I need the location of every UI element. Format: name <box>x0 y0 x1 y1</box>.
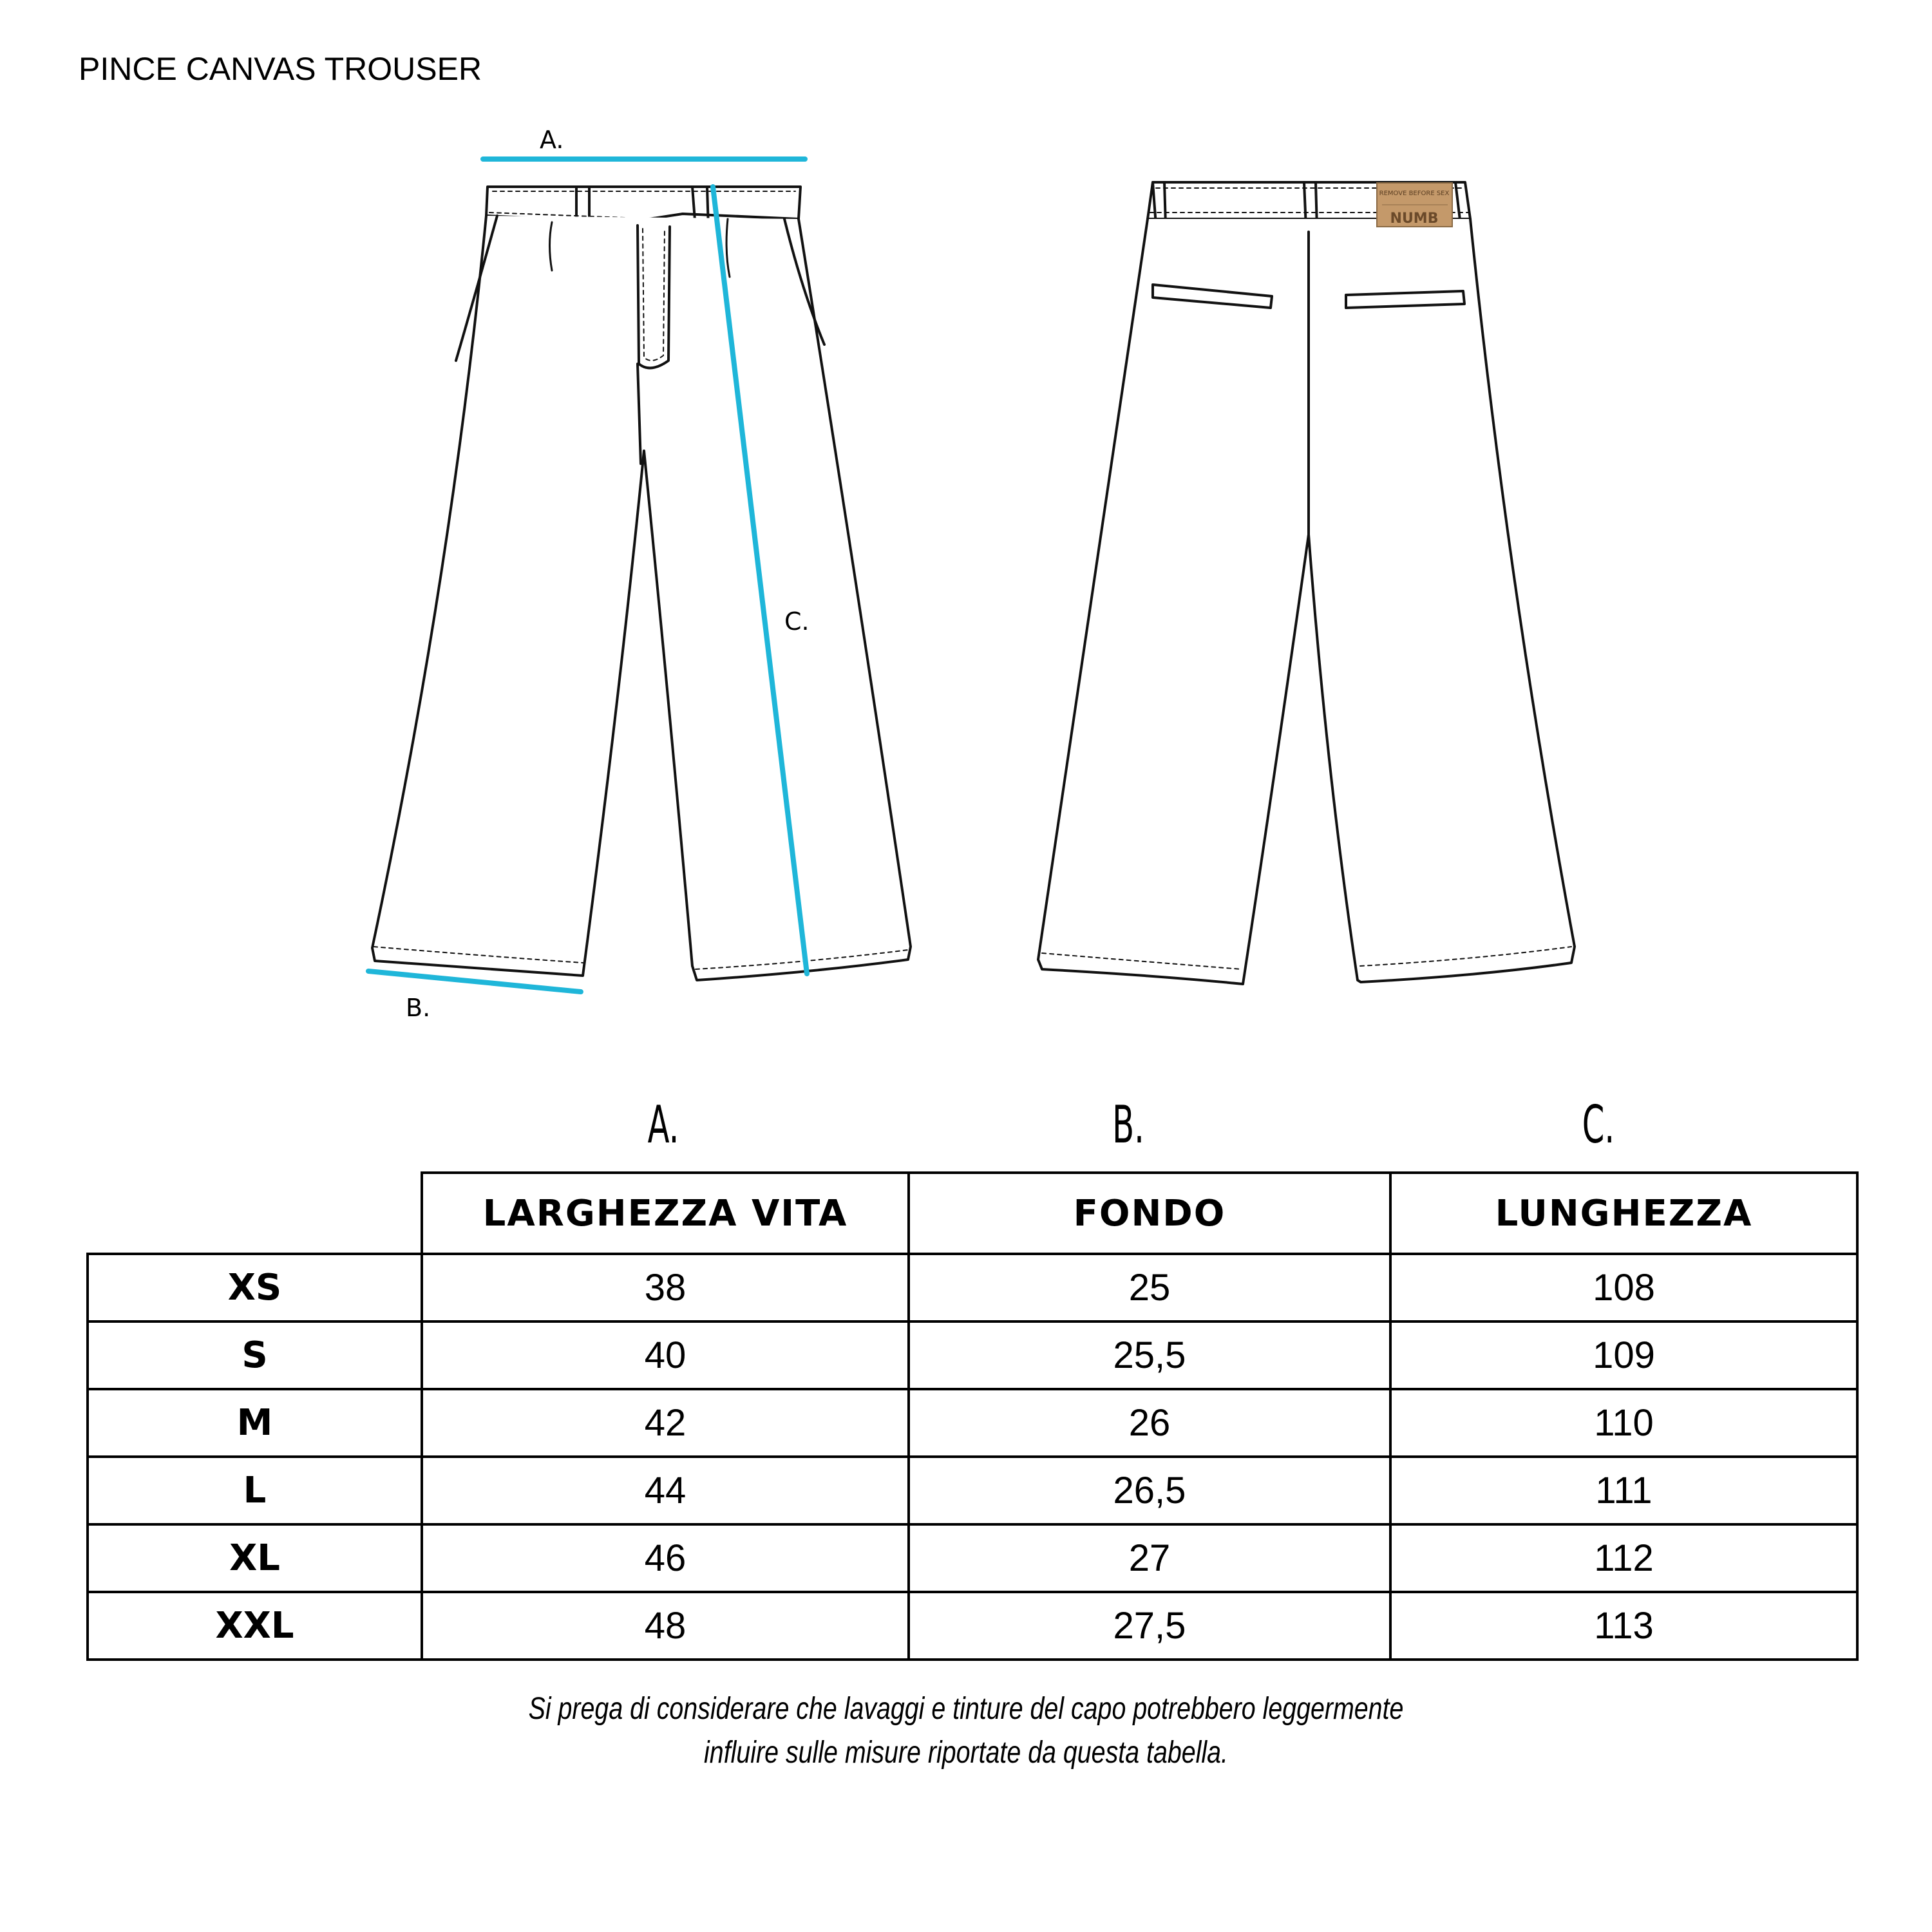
lunghezza-cell: 113 <box>1390 1592 1857 1660</box>
size-cell: XXL <box>88 1592 422 1660</box>
fondo-cell: 26,5 <box>909 1457 1390 1524</box>
page-title: PINCE CANVAS TROUSER <box>79 51 482 87</box>
care-note <box>174 1687 1758 1775</box>
care-note-line-1: Si prega di considerare che lavaggi e tinture del capo potrebbero leggermente <box>528 1692 1404 1726</box>
larghezza-vita-cell: 38 <box>422 1254 909 1321</box>
size-cell: XL <box>88 1524 422 1592</box>
header-lunghezza: LUNGHEZZA <box>1390 1173 1857 1254</box>
care-note-line-2: influire sulle misure riportate da questa tabella. <box>704 1736 1228 1770</box>
table-row <box>88 1592 1857 1660</box>
larghezza-vita-cell: 42 <box>422 1389 909 1457</box>
header-blank-cell <box>88 1173 422 1254</box>
svg-text:REMOVE BEFORE SEX: REMOVE BEFORE SEX <box>1379 190 1450 197</box>
column-letter-a: A. <box>647 1095 679 1155</box>
lunghezza-cell: 108 <box>1390 1254 1857 1321</box>
larghezza-vita-cell: 48 <box>422 1592 909 1660</box>
fondo-cell: 25 <box>909 1254 1390 1321</box>
column-letter-c: C. <box>1582 1095 1615 1155</box>
lunghezza-cell: 110 <box>1390 1389 1857 1457</box>
back-view-drawing <box>1038 182 1575 984</box>
fondo-cell: 25,5 <box>909 1321 1390 1389</box>
size-cell: L <box>88 1457 422 1524</box>
lunghezza-cell: 109 <box>1390 1321 1857 1389</box>
size-table <box>86 1171 1859 1661</box>
size-cell: XS <box>88 1254 422 1321</box>
larghezza-vita-cell: 46 <box>422 1524 909 1592</box>
table-header-row <box>88 1173 1857 1254</box>
size-cell: S <box>88 1321 422 1389</box>
size-cell: M <box>88 1389 422 1457</box>
header-fondo: FONDO <box>909 1173 1390 1254</box>
fondo-cell: 27 <box>909 1524 1390 1592</box>
fondo-cell: 27,5 <box>909 1592 1390 1660</box>
table-row <box>88 1321 1857 1389</box>
brand-tag <box>1377 183 1452 227</box>
label-a: A. <box>540 126 564 154</box>
larghezza-vita-cell: 44 <box>422 1457 909 1524</box>
front-view-drawing <box>372 187 911 980</box>
lunghezza-cell: 112 <box>1390 1524 1857 1592</box>
label-b: B. <box>406 994 431 1022</box>
table-row <box>88 1524 1857 1592</box>
tag-brand-text: NUMB <box>1390 211 1439 227</box>
table-row <box>88 1254 1857 1321</box>
column-letter-b: B. <box>1112 1095 1144 1155</box>
lunghezza-cell: 111 <box>1390 1457 1857 1524</box>
larghezza-vita-cell: 40 <box>422 1321 909 1389</box>
fondo-cell: 26 <box>909 1389 1390 1457</box>
label-c: C. <box>784 607 810 636</box>
table-row <box>88 1457 1857 1524</box>
header-larghezza-vita: LARGHEZZA VITA <box>422 1173 909 1254</box>
table-row <box>88 1389 1857 1457</box>
